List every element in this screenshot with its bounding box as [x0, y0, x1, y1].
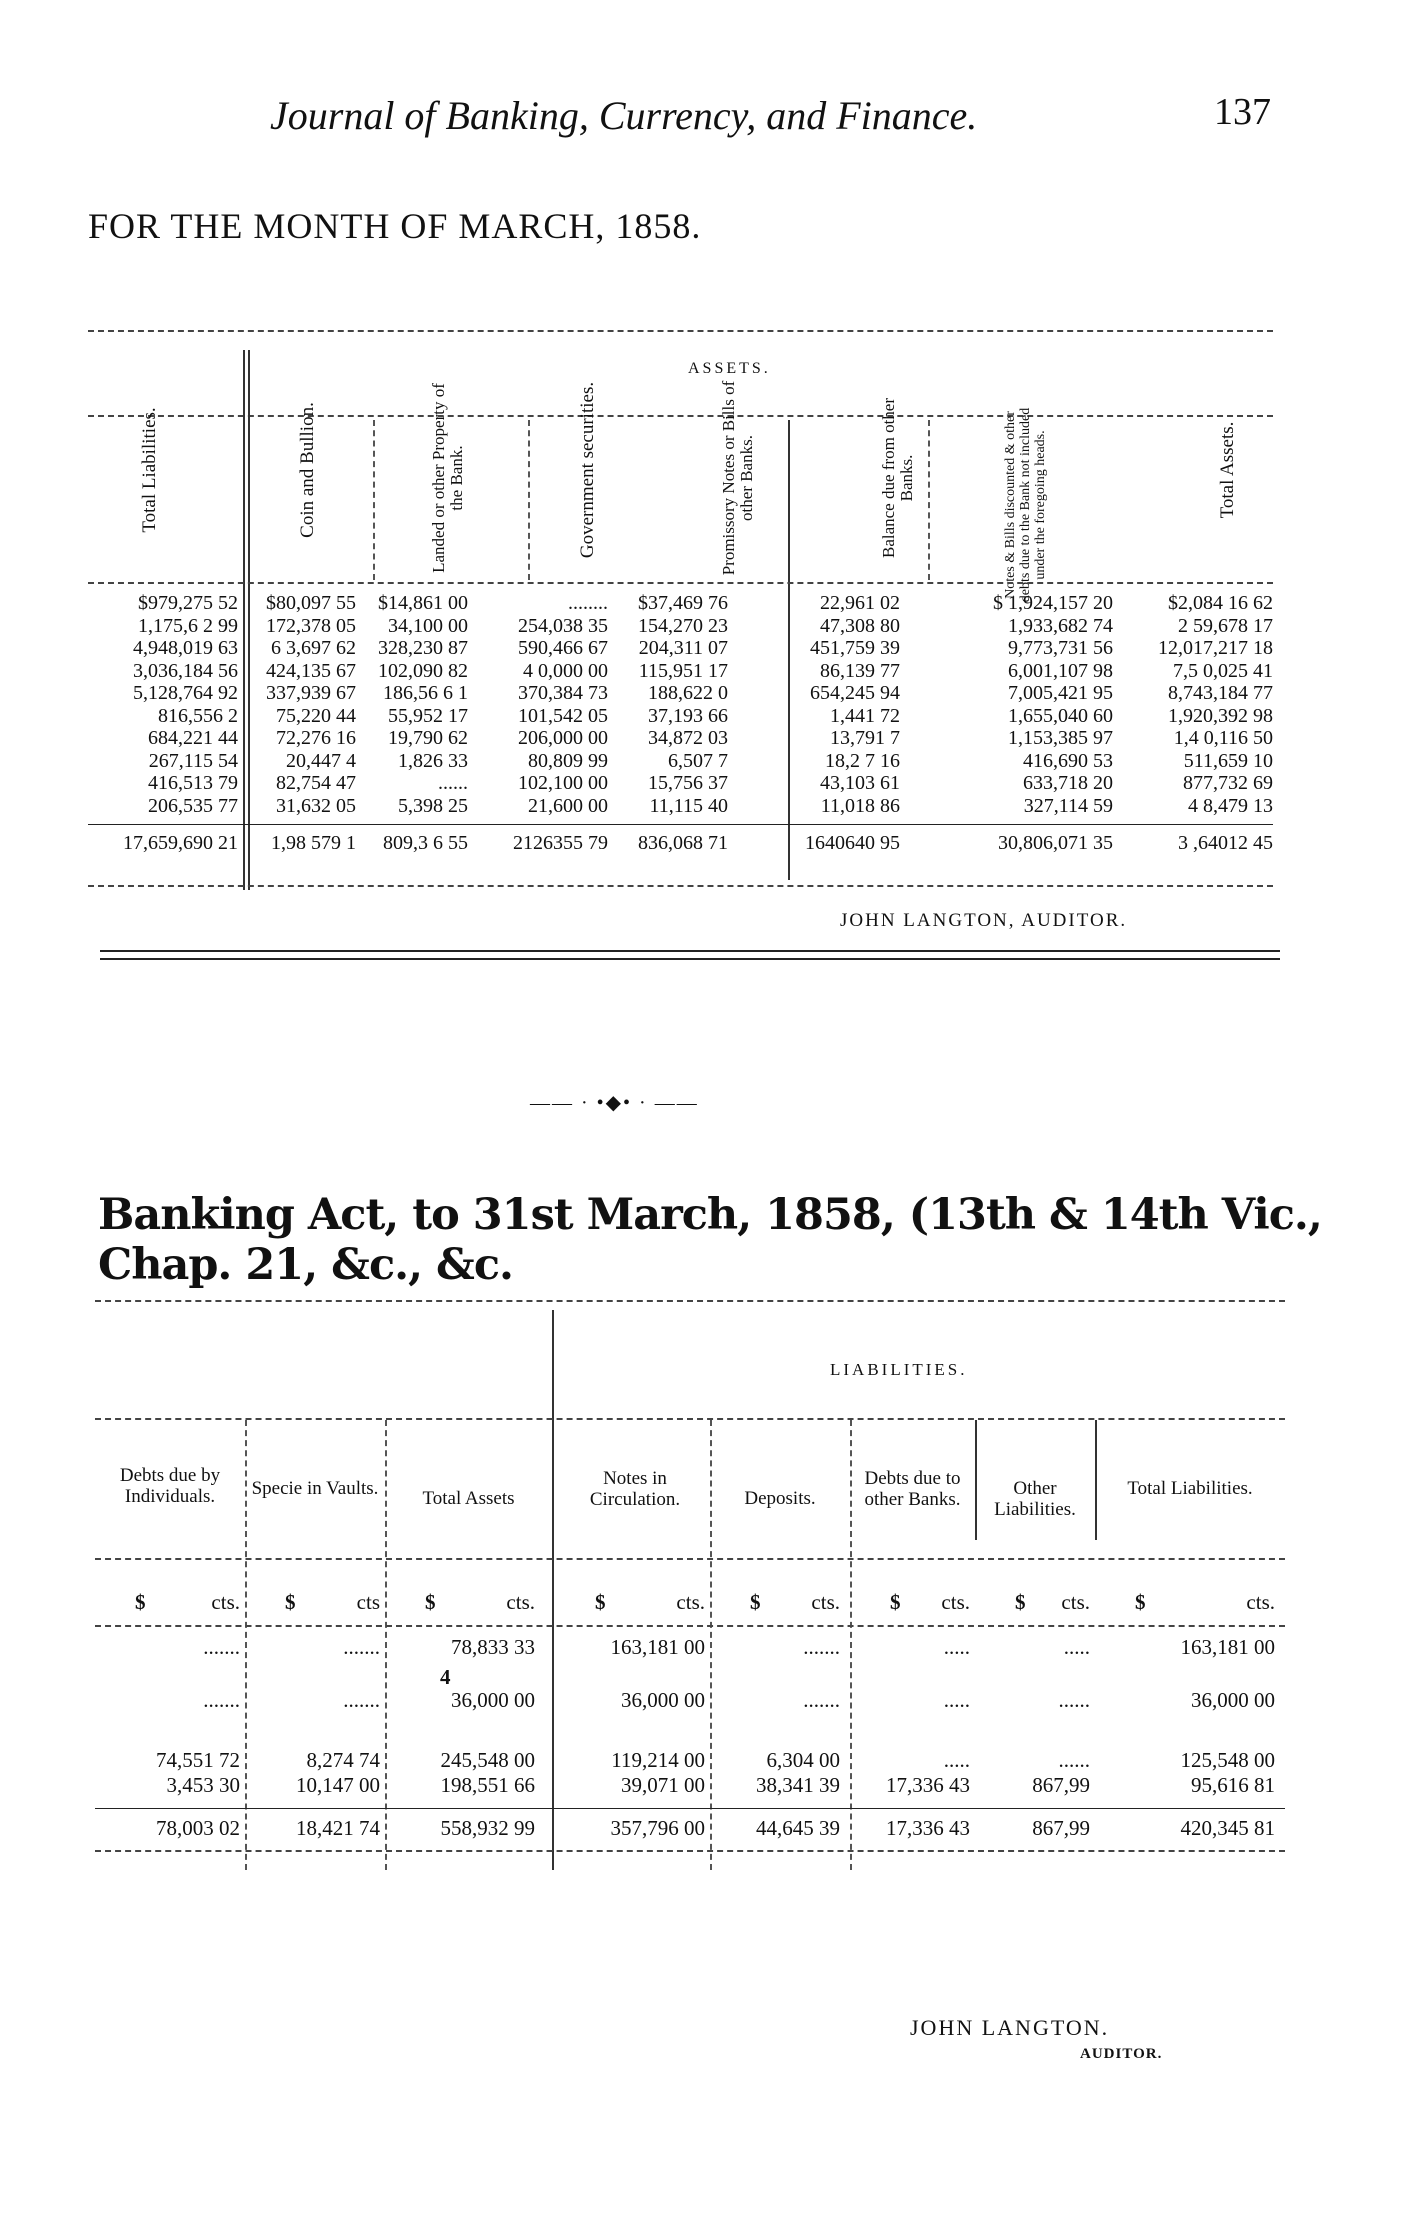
bottom-rule: [95, 1850, 1285, 1852]
liabilities-cell: 3,453 30: [166, 1773, 240, 1797]
assets-cell: 13,791 7: [830, 727, 900, 749]
liabilities-cell: .......: [343, 1688, 380, 1712]
page-number: 137: [1214, 91, 1271, 133]
unit-rule: [95, 1625, 1285, 1627]
assets-cell: 115,951 17: [638, 659, 728, 682]
assets-cell: 19,790 62: [388, 727, 468, 749]
assets-cell: 15,756 37: [648, 772, 728, 794]
liabilities-cell: 8,274 74: [306, 1748, 380, 1772]
liabilities-cell: .......: [803, 1688, 840, 1712]
totals-rule: [88, 824, 1273, 825]
col-header-balance-due: Balance due from other Banks.: [879, 398, 916, 559]
liabilities-cell: ......: [1058, 1748, 1090, 1772]
assets-cell: 18,2 7 16: [825, 749, 900, 772]
liabilities-cell: 198,551 66: [440, 1773, 535, 1797]
col-header-debts-other-banks: Debts due to other Banks.: [864, 1468, 961, 1510]
col-header-total-liabilities: Total Liabilities.: [1127, 1478, 1253, 1499]
assets-total-cell: 30,806,071 35: [998, 832, 1113, 854]
column-divider: [243, 350, 245, 890]
assets-cell: 816,556 2: [158, 704, 238, 727]
column-divider: [528, 420, 530, 580]
assets-cell: 1,153,385 97: [1008, 727, 1113, 749]
assets-cell: 4 8,479 13: [1188, 794, 1273, 817]
assets-cell: 5,398 25: [398, 794, 468, 817]
assets-cell: 186,56 6 1: [383, 682, 468, 704]
assets-cell: 451,759 39: [810, 637, 900, 659]
assets-table: [88, 330, 1273, 890]
section-separator: —— · •◆• · ——: [530, 1092, 699, 1114]
stray-mark: 4: [440, 1665, 451, 1689]
unit-dollar: $: [1135, 1590, 1146, 1614]
liabilities-cell: .....: [943, 1688, 970, 1712]
assets-cell: 154,270 23: [638, 614, 728, 637]
unit-dollar: $: [425, 1590, 436, 1614]
column-divider: [248, 350, 250, 890]
unit-cents: cts.: [211, 1590, 240, 1614]
top-rule: [88, 330, 1273, 332]
assets-cell: 254,038 35: [518, 614, 608, 637]
auditor-signature-1: JOHN LANGTON, AUDITOR.: [840, 910, 1128, 931]
liabilities-cell: 163,181 00: [610, 1635, 705, 1659]
assets-cell: $ 1,924,157 20: [993, 592, 1113, 614]
unit-dollar: $: [135, 1590, 146, 1614]
liabilities-cell: 74,551 72: [156, 1748, 240, 1772]
assets-cell: 1,920,392 98: [1168, 704, 1273, 727]
assets-total-cell: 2126355 79: [513, 832, 608, 854]
liabilities-cell: 78,833 33: [451, 1635, 535, 1659]
assets-cell: 43,103 61: [820, 772, 900, 794]
assets-cell: 1,4 0,116 50: [1173, 727, 1273, 749]
assets-total-cell: 836,068 71: [638, 832, 728, 854]
assets-cell: 206,535 77: [148, 794, 238, 817]
liabilities-cell: .....: [1063, 1635, 1090, 1659]
col-header-total-liabilities: Total Liabilities.: [139, 407, 160, 533]
liabilities-cell: 36,000 00: [1191, 1688, 1275, 1712]
banking-act-heading: Banking Act, to 31st March, 1858, (13th & 14th Vic., Chap. 21, &c., &c.: [98, 1190, 1322, 1290]
month-heading: FOR THE MONTH OF MARCH, 1858.: [88, 206, 702, 246]
unit-cents: cts.: [941, 1590, 970, 1614]
assets-cell: 102,100 00: [518, 772, 608, 794]
header-rule: [95, 1418, 1285, 1420]
column-divider: [373, 420, 375, 580]
liabilities-cell: 17,336 43: [886, 1773, 970, 1797]
assets-total-cell: 3 ,64012 45: [1178, 832, 1273, 854]
header-bottom-rule: [95, 1558, 1285, 1560]
assets-cell: 327,114 59: [1023, 794, 1113, 817]
assets-cell: 172,378 05: [266, 614, 356, 637]
assets-cell: 6,001,107 98: [1008, 659, 1113, 682]
assets-cell: $979,275 52: [138, 592, 238, 614]
totals-rule: [95, 1808, 1285, 1809]
liabilities-cell: 36,000 00: [621, 1688, 705, 1712]
unit-cents: cts.: [676, 1590, 705, 1614]
assets-cell: 337,939 67: [266, 682, 356, 704]
assets-cell: 7,5 0,025 41: [1173, 659, 1273, 682]
assets-cell: 511,659 10: [1183, 749, 1273, 772]
liabilities-cell: .......: [803, 1635, 840, 1659]
col-header-notes-circulation: Notes in Circulation.: [589, 1468, 681, 1510]
assets-cell: ......: [438, 772, 468, 794]
liabilities-total-cell: 867,99: [1032, 1816, 1090, 1840]
assets-cell: 21,600 00: [528, 794, 608, 817]
unit-dollar: $: [285, 1590, 296, 1614]
col-header-debts-due-individuals: Debts due by Individuals.: [119, 1465, 221, 1507]
liabilities-cell: ......: [1058, 1688, 1090, 1712]
unit-dollar: $: [890, 1590, 901, 1614]
liabilities-cell: 10,147 00: [296, 1773, 380, 1797]
assets-cell: 80,809 99: [528, 749, 608, 772]
assets-cell: $14,861 00: [378, 592, 468, 614]
unit-cents: cts.: [506, 1590, 535, 1614]
assets-cell: 3,036,184 56: [133, 659, 238, 682]
assets-total-cell: 1,98 579 1: [271, 832, 356, 854]
running-title: Journal of Banking, Currency, and Finance.: [270, 93, 978, 138]
liabilities-cell: 867,99: [1032, 1773, 1090, 1797]
assets-cell: 34,872 03: [648, 727, 728, 749]
assets-cell: 102,090 82: [378, 659, 468, 682]
assets-cell: 328,230 87: [378, 637, 468, 659]
unit-dollar: $: [595, 1590, 606, 1614]
assets-cell: 1,441 72: [830, 704, 900, 727]
col-header-deposits: Deposits.: [744, 1488, 816, 1509]
col-header-landed-property: Landed or other Property of the Bank.: [429, 383, 466, 573]
assets-cell: 633,718 20: [1023, 772, 1113, 794]
assets-cell: 22,961 02: [820, 592, 900, 614]
assets-cell: $2,084 16 62: [1168, 592, 1273, 614]
auditor-title-2: AUDITOR.: [1080, 2046, 1163, 2062]
assets-cell: 86,139 77: [820, 659, 900, 682]
assets-cell: 424,135 67: [266, 659, 356, 682]
assets-cell: 4,948,019 63: [133, 637, 238, 659]
assets-cell: 11,115 40: [649, 794, 728, 817]
liabilities-total-cell: 17,336 43: [886, 1816, 970, 1840]
assets-cell: $37,469 76: [638, 592, 728, 614]
assets-cell: 4 0,000 00: [523, 659, 608, 682]
assets-cell: 7,005,421 95: [1008, 682, 1113, 704]
liabilities-total-cell: 78,003 02: [156, 1816, 240, 1840]
assets-cell: 206,000 00: [518, 727, 608, 749]
assets-cell: 47,308 80: [820, 614, 900, 637]
liabilities-group-label: LIABILITIES.: [830, 1360, 968, 1379]
liabilities-total-cell: 357,796 00: [610, 1816, 705, 1840]
liabilities-cell: .......: [343, 1635, 380, 1659]
assets-cell: 82,754 47: [276, 772, 356, 794]
assets-cell: 55,952 17: [388, 704, 468, 727]
unit-dollar: $: [1015, 1590, 1026, 1614]
assets-cell: 2 59,678 17: [1178, 614, 1273, 637]
column-divider: [552, 1310, 554, 1870]
assets-cell: 416,690 53: [1023, 749, 1113, 772]
liabilities-cell: .......: [203, 1688, 240, 1712]
liabilities-cell: 125,548 00: [1180, 1748, 1275, 1772]
assets-cell: 188,622 0: [648, 682, 728, 704]
auditor-name-2: JOHN LANGTON.: [910, 2015, 1110, 2040]
assets-total-cell: 809,3 6 55: [383, 832, 468, 854]
assets-cell: 654,245 94: [810, 682, 900, 704]
liabilities-table: [95, 1300, 1285, 1900]
assets-cell: 6 3,697 62: [271, 637, 356, 659]
liabilities-cell: 38,341 39: [756, 1773, 840, 1797]
col-header-total-assets: Total Assets: [422, 1488, 515, 1509]
col-header-government-securities: Government securities.: [577, 381, 598, 559]
unit-cents: cts.: [1246, 1590, 1275, 1614]
assets-cell: 204,311 07: [638, 637, 728, 659]
col-header-total-assets: Total Assets.: [1217, 421, 1238, 519]
assets-cell: 590,466 67: [518, 637, 608, 659]
assets-total-cell: 17,659,690 21: [123, 832, 238, 854]
col-header-notes-bills-discounted: Notes & Bills discounted & other debts due to the Bank not included under the foregoing heads.: [1003, 407, 1048, 603]
liabilities-cell: 6,304 00: [766, 1748, 840, 1772]
liabilities-total-cell: 420,345 81: [1180, 1816, 1275, 1840]
assets-cell: 72,276 16: [276, 727, 356, 749]
col-header-coin-bullion: Coin and Bullion.: [297, 402, 318, 538]
assets-cell: 5,128,764 92: [133, 682, 238, 704]
unit-cents: cts.: [1061, 1590, 1090, 1614]
col-header-specie: Specie in Vaults.: [251, 1478, 379, 1499]
unit-cents: cts.: [811, 1590, 840, 1614]
assets-cell: 877,732 69: [1183, 772, 1273, 794]
header-bottom-rule: [88, 582, 1273, 584]
assets-cell: 267,115 54: [148, 749, 238, 772]
rule: [100, 958, 1280, 960]
assets-total-cell: 1640640 95: [805, 832, 900, 854]
assets-cell: 8,743,184 77: [1168, 682, 1273, 704]
liabilities-cell: 163,181 00: [1180, 1635, 1275, 1659]
top-rule: [95, 1300, 1285, 1302]
assets-cell: 37,193 66: [648, 704, 728, 727]
assets-group-label: ASSETS.: [688, 360, 771, 377]
assets-cell: 20,447 4: [286, 749, 356, 772]
assets-cell: 416,513 79: [148, 772, 238, 794]
liabilities-cell: 95,616 81: [1191, 1773, 1275, 1797]
liabilities-cell: 245,548 00: [440, 1748, 535, 1772]
liabilities-cell: 39,071 00: [621, 1773, 705, 1797]
liabilities-cell: 119,214 00: [611, 1748, 705, 1772]
assets-cell: 370,384 73: [518, 682, 608, 704]
liabilities-cell: 36,000 00: [451, 1688, 535, 1712]
bottom-rule: [88, 885, 1273, 887]
col-header-promissory-notes: Promissory Notes or Bills of other Banks.: [719, 380, 756, 576]
assets-cell: 31,632 05: [276, 794, 356, 817]
assets-cell: 34,100 00: [388, 614, 468, 637]
liabilities-total-cell: 18,421 74: [296, 1816, 380, 1840]
assets-cell: 9,773,731 56: [1008, 637, 1113, 659]
assets-cell: 684,221 44: [148, 727, 238, 749]
liabilities-total-cell: 558,932 99: [440, 1816, 535, 1840]
assets-cell: 101,542 05: [518, 704, 608, 727]
assets-cell: 1,933,682 74: [1008, 614, 1113, 637]
assets-cell: 6,507 7: [668, 749, 728, 772]
col-header-other-liabilities: Other Liabilities.: [994, 1478, 1076, 1520]
assets-cell: $80,097 55: [266, 592, 356, 614]
liabilities-cell: .......: [203, 1635, 240, 1659]
assets-cell: 75,220 44: [276, 704, 356, 727]
assets-cell: ........: [568, 592, 608, 614]
assets-cell: 1,175,6 2 99: [138, 614, 238, 637]
assets-cell: 1,826 33: [398, 749, 468, 772]
rule: [100, 950, 1280, 952]
assets-cell: 12,017,217 18: [1158, 637, 1273, 659]
assets-cell: 11,018 86: [820, 794, 900, 817]
liabilities-total-cell: 44,645 39: [756, 1816, 840, 1840]
liabilities-cell: .....: [943, 1635, 970, 1659]
column-divider: [788, 420, 790, 880]
unit-cents: cts: [356, 1590, 380, 1614]
liabilities-cell: .....: [943, 1748, 970, 1772]
unit-dollar: $: [750, 1590, 761, 1614]
assets-cell: 1,655,040 60: [1008, 704, 1113, 727]
